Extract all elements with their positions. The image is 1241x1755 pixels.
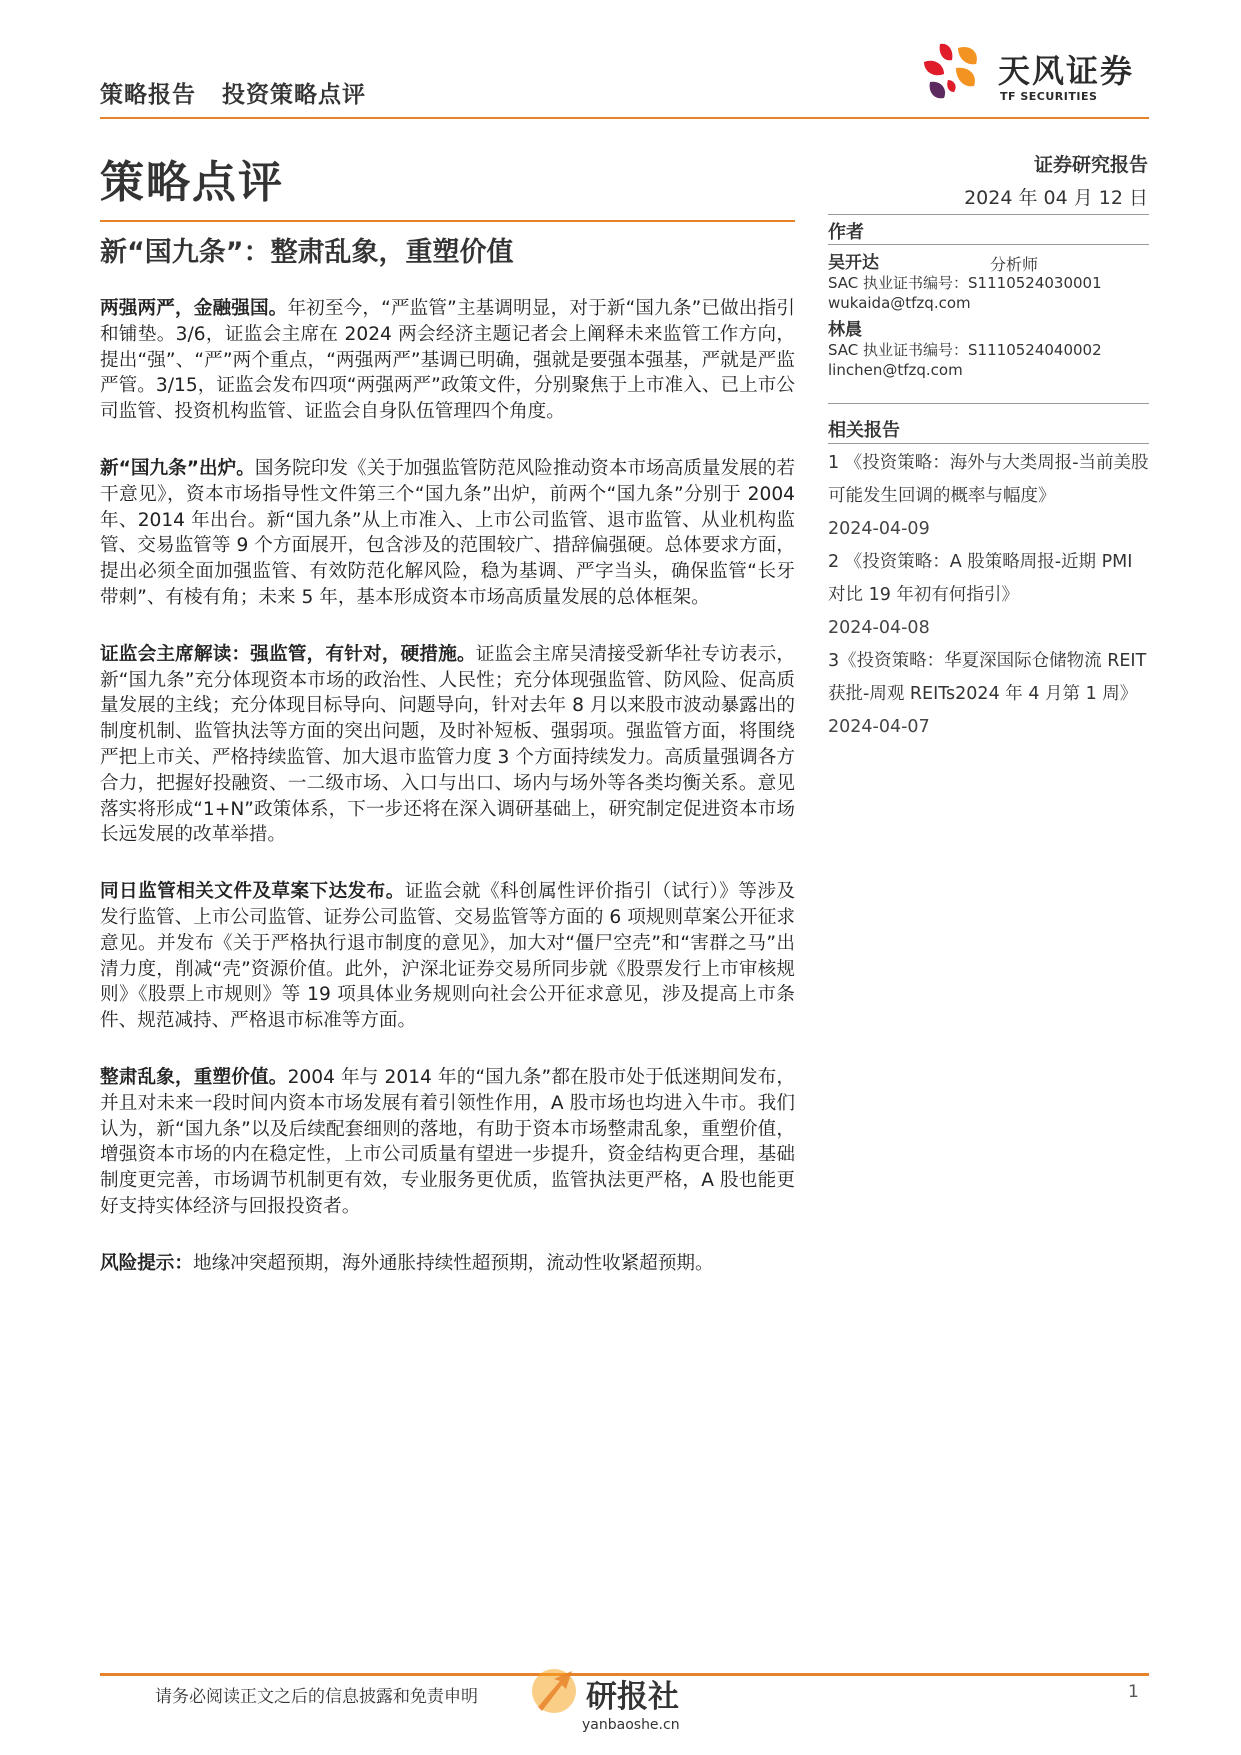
report-type [100,76,366,109]
related-report-item[interactable] [828,645,1149,744]
author-heading: 作者 [828,222,864,243]
sidebar-divider-top [828,214,1149,215]
author-name: 林晨 [828,320,862,340]
author-name: 吴开达 [828,253,879,273]
related-report-date: 2024-04-07 [828,717,930,737]
author-divider [828,244,1149,245]
logo-name: 天风证券 [998,52,1135,90]
paragraph-lead: 新“国九条”出炉。 [100,457,255,479]
page-number: 1 [1128,1682,1139,1702]
title-divider [100,220,795,222]
related-report-date: 2024-04-08 [828,618,930,638]
paragraph [100,456,795,611]
author-cert: SAC 执业证书编号：S1110524030001 [828,274,1102,292]
related-divider [828,443,1149,444]
paragraph-text: 证监会就《科创属性评价指引（试行）》等涉及发行监管、上市公司监管、证券公司监管、交易监管等方面的 6 项规则草案公开征求意见。并发布《关于严格执行退市制度的意见》，加大对“僵尸空壳”和“害群之马”出清力度，削减“壳”资源价值。此外，沪深北证券交易所同步就《股票发行上市审核规则》《股票上市规则》等 19 项具体业务规则向社会公开征求意见，涉及提高上市条件、规范减持、严格退市标准等方面。 [100,881,795,1032]
author-email[interactable]: wukaida@tfzq.com [828,294,971,312]
related-report-title: 2 《投资策略：A 股策略周报-近期 PMI 对比 19 年初有何指引》 [828,552,1133,605]
paragraph-text: 证监会主席吴清接受新华社专访表示，新“国九条”充分体现资本市场的政治性、人民性；充分体现强监管、防风险、促高质量发展的主线；充分体现目标导向、问题导向，针对去年 8 月以来股市波动暴露出的制度机制、监管执法等方面的突出问题，及时补短板、强弱项。强监管方面，将围绕严把上市关、严格持续监管、加大退市监管力度 3 个方面持续发力。高质量强调各方合力，把握好投融资、一二级市场、入口与出口、场内与场外等各类均衡关系。意见落实将形成“1+N”政策体系，下一步还将在深入调研基础上，研究制定促进资本市场长远发展的改革举措。 [100,643,795,846]
report-date: 2024 年 04 月 12 日 [964,187,1148,209]
paragraph-lead: 同日监管相关文件及草案下达发布。 [100,881,405,903]
related-report-item[interactable] [828,546,1149,645]
paragraph [100,642,795,848]
paragraph-text: 国务院印发《关于加强监管防范风险推动资本市场高质量发展的若干意见》，资本市场指导性文件第三个“国九条”出炉，前两个“国九条”分别于 2004 年、2014 年出台。新“国九条”从上市准入、上市公司监管、退市监管、从业机构监管、交易监管等 9 个方面展开，包含涉及的范围较广、措辞偏强硬。总体要求方面，提出必须全面加强监管、有效防范化解风险，稳为基调、严字当头，确保监管“长牙带刺”、有棱有角；未来 5 年，基本形成资本市场高质量发展的总体框架。 [100,457,795,608]
footer-disclaimer: 请务必阅读正文之后的信息披露和免责申明 [155,1687,478,1707]
yanbaoshe-watermark [530,1663,740,1753]
report-subtitle: 新“国九条”：整肃乱象，重塑价值 [100,237,514,268]
paragraph [100,296,795,425]
report-subtype-label: 投资策略点评 [222,82,366,108]
logo-subtitle: TF SECURITIES [1000,90,1098,103]
paragraph-lead: 整肃乱象，重塑价值。 [100,1066,288,1088]
report-type-label: 策略报告 [100,82,196,108]
related-reports [828,447,1149,744]
watermark-name: 研报社 [586,1679,679,1715]
related-heading: 相关报告 [828,420,900,441]
watermark-logo-icon [530,1663,582,1723]
author-card [828,320,1149,390]
main-body [100,296,795,1308]
logo-flower-icon [918,40,994,106]
watermark-url: yanbaoshe.cn [582,1717,680,1733]
related-report-item[interactable] [828,447,1149,546]
risk-warning [100,1251,795,1277]
author-cert: SAC 执业证书编号：S1110524040002 [828,341,1102,359]
research-report-label: 证券研究报告 [1033,154,1148,176]
related-report-title: 1 《投资策略：海外与大类周报-当前美股可能发生回调的概率与幅度》 [828,453,1149,506]
header-divider [100,117,1149,119]
paragraph-text: 2004 年与 2014 年的“国九条”都在股市处于低迷期间发布，并且对未来一段时间内资本市场发展有着引领性作用，A 股市场也均进入牛市。我们认为，新“国九条”以及后续配套细则的落地，有助于资本市场整肃乱象，重塑价值，增强资本市场的内在稳定性，上市公司质量有望进一步提升，资金结构更合理，基础制度更完善，市场调节机制更有效，专业服务更优质，监管执法更严格，A 股也能更好支持实体经济与回报投资者。 [100,1066,795,1217]
author-role: 分析师 [990,255,1039,274]
paragraph [100,879,795,1034]
paragraph-lead: 风险提示： [100,1252,193,1274]
paragraph-lead: 证监会主席解读：强监管，有针对，硬措施。 [100,643,476,665]
related-divider-top [828,403,1149,404]
paragraph-text: 地缘冲突超预期，海外通胀持续性超预期，流动性收紧超预期。 [192,1252,714,1274]
paragraph [100,1065,795,1220]
tf-securities-logo [918,40,1150,106]
document-title: 策略点评 [100,157,284,208]
related-report-title: 3《投资策略：华夏深国际仓储物流 REIT 获批-周观 REITs2024 年 4 月第 1 周》 [828,651,1147,704]
paragraph-lead: 两强两严，金融强国。 [100,298,288,319]
related-report-date: 2024-04-09 [828,519,930,539]
author-email[interactable]: linchen@tfzq.com [828,361,963,379]
paragraph-text: 年初至今，“严监管”主基调明显，对于新“国九条”已做出指引和铺垫。3/6，证监会主席在 2024 两会经济主题记者会上阐释未来监管工作方向，提出“强”、“严”两个重点，“两强两严”基调已明确，强就是要强本强基，严就是严监严管。3/15，证监会发布四项“两强两严”政策文件，分别聚焦于上市准入、已上市公司监管、投资机构监管、证监会自身队伍管理四个角度。 [100,298,795,423]
